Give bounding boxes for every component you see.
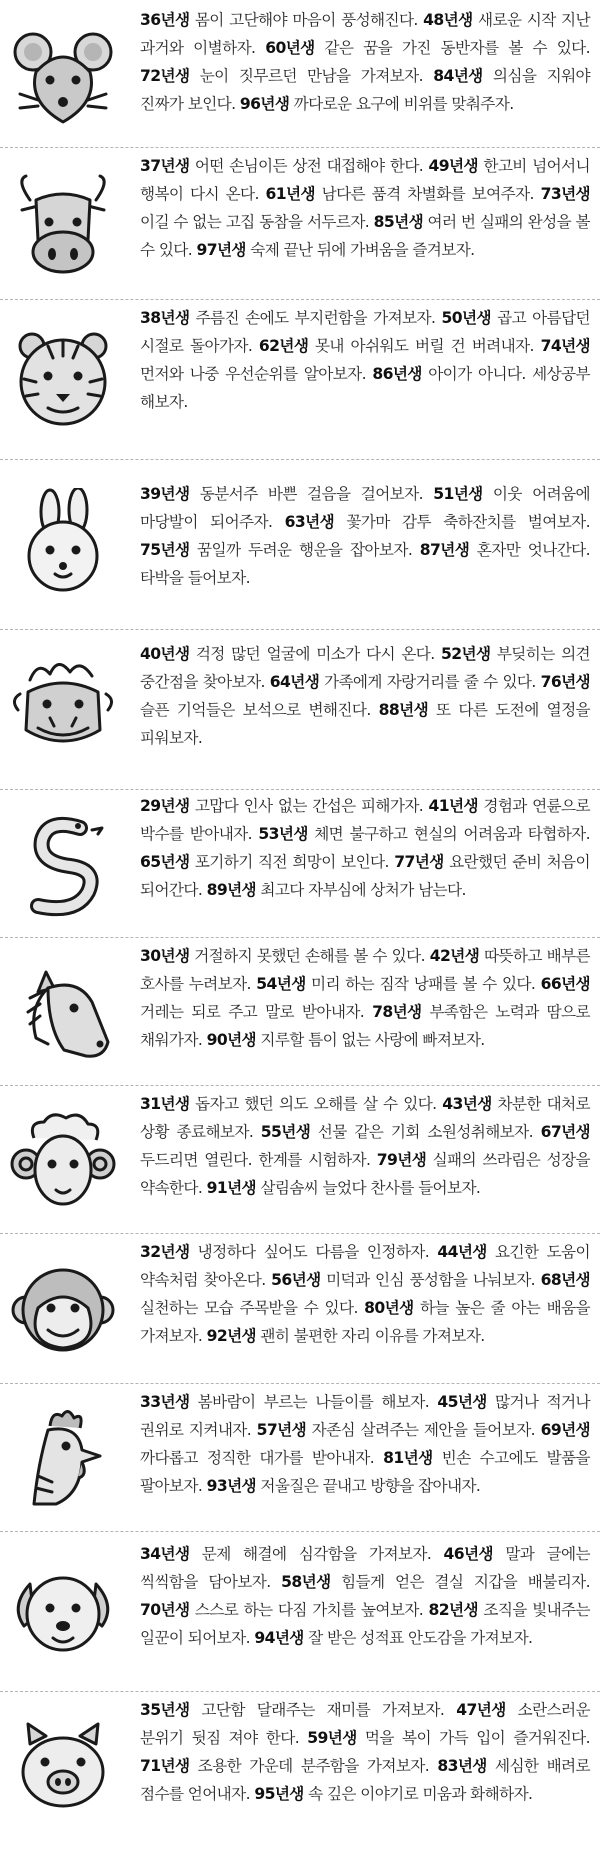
rooster-icon (8, 1404, 118, 1514)
fortune-text (140, 6, 590, 118)
fortune-line: 힘들게 얻은 결실 지갑을 배불리자. (330, 1573, 590, 1591)
fortune-line: 조직을 빛내주는 일꾼이 되어보자. (140, 1601, 590, 1647)
fortune-line: 따뜻하고 배부른 호사를 누려보자. (140, 947, 590, 993)
fortune-line: 새로운 시작 지난 과거와 이별하자. (140, 11, 590, 57)
birth-year: 77년생 (394, 853, 444, 871)
dog-icon (8, 1556, 118, 1666)
birth-year: 70년생 (140, 1601, 190, 1619)
fortune-line: 숙제 끝난 뒤에 가벼움을 즐겨보자. (245, 241, 475, 259)
fortune-line: 고단함 달래주는 재미를 가져보자. (189, 1701, 457, 1719)
birth-year: 80년생 (364, 1299, 414, 1317)
fortune-line: 봄바람이 부르는 나들이를 해보자. (189, 1393, 438, 1411)
fortune-line: 스스로 하는 다짐 가치를 높여보자. (189, 1601, 429, 1619)
fortune-line: 고맙다 인사 없는 간섭은 피해가자. (189, 797, 429, 815)
birth-year: 64년생 (269, 673, 320, 691)
fortune-line: 슬픈 기억들은 보석으로 변해진다. (140, 701, 379, 719)
fortune-line: 꿈일까 두려운 행운을 잡아보자. (189, 541, 420, 559)
fortune-text (140, 640, 590, 752)
zodiac-entry-pig (0, 1692, 600, 1853)
birth-year: 88년생 (378, 701, 429, 719)
birth-year: 61년생 (265, 185, 315, 203)
fortune-line: 주름진 손에도 부지런함을 가져보자. (189, 309, 442, 327)
fortune-line: 걱정 많던 얼굴에 미소가 다시 온다. (189, 645, 441, 663)
fortune-text (140, 152, 590, 264)
fortune-line: 포기하기 직전 희망이 보인다. (189, 853, 395, 871)
birth-year: 95년생 (254, 1785, 304, 1803)
fortune-line: 먼저와 나중 우선순위를 알아보자. (140, 365, 373, 383)
birth-year: 89년생 (206, 881, 257, 899)
birth-year: 67년생 (540, 1123, 590, 1141)
birth-year: 42년생 (429, 947, 480, 965)
fortune-line: 잘 받은 성적표 안도감을 가져보자. (303, 1629, 533, 1647)
birth-year: 63년생 (284, 513, 335, 531)
birth-year: 81년생 (383, 1449, 433, 1467)
fortune-line: 저울질은 끝내고 방향을 잡아내자. (256, 1477, 481, 1495)
birth-year: 87년생 (419, 541, 470, 559)
zodiac-entry-monkey (0, 1234, 600, 1384)
birth-year: 36년생 (140, 11, 190, 29)
fortune-text (140, 480, 590, 592)
fortune-text (140, 304, 590, 416)
birth-year: 38년생 (140, 309, 190, 327)
fortune-line: 같은 꿈을 가진 동반자를 볼 수 있다. (314, 39, 590, 57)
birth-year: 50년생 (441, 309, 491, 327)
sheep-icon (8, 1108, 118, 1218)
birth-year: 43년생 (442, 1095, 492, 1113)
birth-year: 53년생 (258, 825, 308, 843)
birth-year: 74년생 (540, 337, 590, 355)
fortune-line: 혼자만 엇나간다. 타박을 들어보자. (140, 541, 590, 587)
birth-year: 86년생 (372, 365, 422, 383)
zodiac-entry-rat (0, 0, 600, 148)
birth-year: 52년생 (441, 645, 491, 663)
birth-year: 72년생 (140, 67, 190, 85)
fortune-line: 조용한 가운데 분주함을 가져보자. (189, 1757, 438, 1775)
birth-year: 78년생 (372, 1003, 422, 1021)
zodiac-entry-dog (0, 1532, 600, 1692)
fortune-line: 동분서주 바쁜 걸음을 걸어보자. (189, 485, 434, 503)
fortune-line: 곱고 아름답던 시절로 돌아가자. (140, 309, 590, 355)
birth-year: 91년생 (206, 1179, 257, 1197)
birth-year: 90년생 (206, 1031, 257, 1049)
birth-year: 51년생 (433, 485, 483, 503)
fortune-line: 많거나 적거나 권위로 지켜내자. (140, 1393, 590, 1439)
fortune-line: 요긴한 도움이 약속처럼 찾아온다. (140, 1243, 590, 1289)
fortune-line: 거레는 되로 주고 말로 받아내자. (140, 1003, 373, 1021)
zodiac-entry-snake (0, 790, 600, 938)
fortune-text (140, 792, 590, 904)
birth-year: 39년생 (140, 485, 190, 503)
birth-year: 69년생 (540, 1421, 590, 1439)
zodiac-entry-sheep (0, 1086, 600, 1234)
fortune-line: 괜히 불편한 자리 이유를 가져보자. (256, 1327, 485, 1345)
fortune-line: 부족함은 노력과 땀으로 채워가자. (140, 1003, 590, 1049)
birth-year: 44년생 (437, 1243, 487, 1261)
birth-year: 79년생 (376, 1151, 427, 1169)
fortune-line: 까다로운 요구에 비위를 맞춰주자. (289, 95, 514, 113)
fortune-line: 먹을 복이 가득 입이 즐거워진다. (356, 1729, 590, 1747)
fortune-line: 한고비 넘어서니 행복이 다시 온다. (140, 157, 590, 203)
birth-year: 54년생 (256, 975, 306, 993)
birth-year: 32년생 (140, 1243, 190, 1261)
birth-year: 68년생 (540, 1271, 591, 1289)
fortune-line: 냉정하다 싶어도 다름을 인정하자. (189, 1243, 438, 1261)
fortune-line: 경험과 연륜으로 박수를 받아내자. (140, 797, 590, 843)
birth-year: 47년생 (456, 1701, 506, 1719)
fortune-line: 지루할 틈이 없는 사랑에 빠져보자. (256, 1031, 485, 1049)
fortune-line: 빈손 수고에도 발품을 팔아보자. (140, 1449, 590, 1495)
birth-year: 96년생 (239, 95, 290, 113)
fortune-line: 차분한 대처로 상황 종료해보자. (140, 1095, 590, 1141)
birth-year: 93년생 (206, 1477, 257, 1495)
tiger-icon (8, 324, 118, 434)
birth-year: 34년생 (140, 1545, 190, 1563)
birth-year: 35년생 (140, 1701, 190, 1719)
fortune-line: 남다른 품격 차별화를 보여주자. (314, 185, 541, 203)
fortune-line: 이웃 어려움에 마당발이 되어주자. (140, 485, 590, 531)
rabbit-icon (8, 488, 118, 598)
fortune-text (140, 1238, 590, 1350)
birth-year: 94년생 (254, 1629, 304, 1647)
birth-year: 59년생 (307, 1729, 357, 1747)
fortune-line: 미덕과 인심 풍성함을 나눠보자. (320, 1271, 541, 1289)
fortune-line: 의심을 지워야 진짜가 보인다. (140, 67, 590, 113)
dragon-icon (8, 652, 118, 762)
fortune-text (140, 1090, 590, 1202)
fortune-line: 눈이 짓무르던 만남을 가져보자. (189, 67, 434, 85)
ox-icon (8, 170, 118, 280)
fortune-line: 소란스러운 분위기 뒷짐 져야 한다. (140, 1701, 590, 1747)
monkey-icon (8, 1256, 118, 1366)
rat-icon (8, 22, 118, 132)
fortune-line: 부딪히는 의견 중간점을 찾아보자. (140, 645, 590, 691)
fortune-line: 요란했던 준비 처음이 되어간다. (140, 853, 590, 899)
fortune-line: 하늘 높은 줄 아는 배움을 가져보자. (140, 1299, 590, 1345)
zodiac-entry-dragon (0, 630, 600, 790)
fortune-line: 두드리면 열린다. 한계를 시험하자. (140, 1151, 377, 1169)
birth-year: 30년생 (140, 947, 190, 965)
zodiac-entry-tiger (0, 300, 600, 460)
fortune-text (140, 1540, 590, 1652)
fortune-line: 말과 글에는 씩씩함을 담아보자. (140, 1545, 590, 1591)
birth-year: 97년생 (196, 241, 246, 259)
horse-icon (8, 958, 118, 1068)
birth-year: 84년생 (433, 67, 483, 85)
birth-year: 75년생 (140, 541, 190, 559)
birth-year: 33년생 (140, 1393, 190, 1411)
birth-year: 82년생 (428, 1601, 478, 1619)
birth-year: 92년생 (206, 1327, 257, 1345)
birth-year: 76년생 (540, 673, 590, 691)
birth-year: 71년생 (140, 1757, 190, 1775)
birth-year: 29년생 (140, 797, 190, 815)
birth-year: 60년생 (265, 39, 315, 57)
birth-year: 66년생 (540, 975, 590, 993)
fortune-text (140, 1696, 590, 1808)
birth-year: 65년생 (140, 853, 190, 871)
fortune-line: 문제 해결에 심각함을 가져보자. (189, 1545, 444, 1563)
fortune-line: 최고다 자부심에 상처가 남는다. (256, 881, 466, 899)
fortune-line: 세심한 배려로 점수를 얻어내자. (140, 1757, 590, 1803)
birth-year: 45년생 (437, 1393, 487, 1411)
fortune-line: 여러 번 실패의 완성을 볼 수 있다. (140, 213, 591, 259)
zodiac-entry-rooster (0, 1384, 600, 1532)
birth-year: 48년생 (423, 11, 473, 29)
birth-year: 58년생 (281, 1573, 331, 1591)
birth-year: 73년생 (540, 185, 590, 203)
birth-year: 56년생 (271, 1271, 321, 1289)
snake-icon (8, 810, 118, 920)
zodiac-entry-ox (0, 148, 600, 300)
fortune-line: 또 다른 도전에 열정을 피워보자. (140, 701, 590, 747)
fortune-line: 속 깊은 이야기로 미움과 화해하자. (303, 1785, 533, 1803)
fortune-line: 가족에게 자랑거리를 줄 수 있다. (319, 673, 541, 691)
birth-year: 55년생 (260, 1123, 311, 1141)
fortune-line: 살림솜씨 늘었다 찬사를 들어보자. (256, 1179, 481, 1197)
fortune-line: 이길 수 없는 고집 동참을 서두르자. (140, 213, 374, 231)
birth-year: 46년생 (443, 1545, 493, 1563)
zodiac-entry-horse (0, 938, 600, 1086)
fortune-line: 몸이 고단해야 마음이 풍성해진다. (189, 11, 424, 29)
birth-year: 83년생 (437, 1757, 487, 1775)
birth-year: 37년생 (140, 157, 190, 175)
birth-year: 57년생 (256, 1421, 307, 1439)
pig-icon (8, 1712, 118, 1822)
fortune-line: 미리 하는 짐작 낭패를 볼 수 있다. (305, 975, 541, 993)
fortune-line: 못내 아쉬워도 버릴 건 버려내자. (308, 337, 541, 355)
birth-year: 31년생 (140, 1095, 190, 1113)
fortune-line: 까다롭고 정직한 대가를 받아내자. (140, 1449, 384, 1467)
fortune-text (140, 1388, 590, 1500)
fortune-line: 실천하는 모습 주목받을 수 있다. (140, 1299, 365, 1317)
fortune-line: 어떤 손님이든 상전 대접해야 한다. (189, 157, 429, 175)
fortune-text (140, 942, 590, 1054)
fortune-line: 실패의 쓰라림은 성장을 약속한다. (140, 1151, 590, 1197)
fortune-line: 아이가 아니다. 세상공부 해보자. (140, 365, 590, 411)
birth-year: 85년생 (373, 213, 424, 231)
fortune-line: 돕자고 했던 의도 오해를 살 수 있다. (189, 1095, 443, 1113)
birth-year: 40년생 (140, 645, 190, 663)
birth-year: 41년생 (428, 797, 478, 815)
fortune-line: 꽃가마 감투 축하잔치를 벌여보자. (334, 513, 591, 531)
fortune-line: 자존심 살려주는 제안을 들어보자. (306, 1421, 541, 1439)
fortune-line: 체면 불구하고 현실의 어려움과 타협하자. (307, 825, 590, 843)
zodiac-entry-rabbit (0, 460, 600, 630)
fortune-line: 거절하지 못했던 손해를 볼 수 있다. (189, 947, 430, 965)
birth-year: 49년생 (428, 157, 478, 175)
birth-year: 62년생 (258, 337, 309, 355)
fortune-line: 선물 같은 기회 소원성취해보자. (310, 1123, 541, 1141)
